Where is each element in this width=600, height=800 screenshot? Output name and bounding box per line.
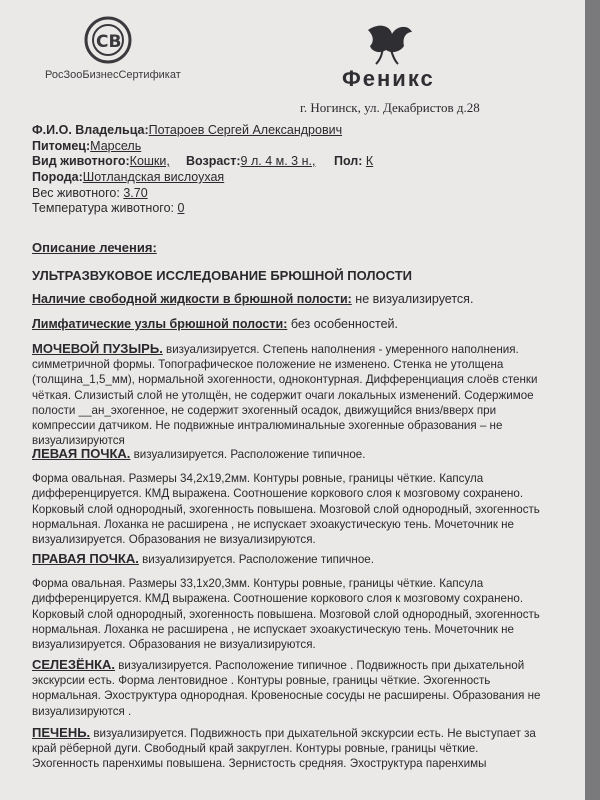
phoenix-logo-icon (320, 20, 470, 100)
free-fluid-value: не визуализируется. (351, 292, 474, 306)
treatment-heading: Описание лечения: (32, 240, 157, 255)
lymph-row (32, 317, 398, 332)
sex-row (334, 154, 373, 169)
sex-label: Пол: (334, 154, 363, 168)
species-value: Кошки, (129, 154, 170, 168)
spleen-line: экскурсии есть. Форма лентовидное . Контуры ровные, границы чёткие. Эхогенность (32, 674, 491, 688)
bladder-line: полости __ан_эхогенное, не содержит эхогенный осадок, движущийся вниз/вверх при (32, 403, 497, 417)
pet-value: Марсель (90, 139, 142, 153)
right-kidney-first-line: визуализируется. Расположение типичное. (138, 553, 374, 566)
species-row (32, 154, 170, 169)
bladder-line: (толщина_1,5_мм), нормальной эхогенности, одноконтурная. Дифференциация слоёв стенки (32, 373, 538, 387)
right-kidney-line: Корковый слой однородный, эхогенность повышена. Мозговой слой однородный, эхогенность (32, 607, 540, 621)
spleen-first-line: визуализируется. Расположение типичное . Подвижность при дыхательной (115, 659, 525, 672)
species-label: Вид животного: (32, 154, 130, 168)
left-logo-text: РосЗооБизнесСертификат (45, 69, 181, 81)
owner-row (32, 123, 342, 138)
left-kidney-heading: ЛЕВАЯ ПОЧКА. (32, 446, 131, 461)
breed-label: Порода: (32, 170, 83, 184)
left-kidney-line: дифференцируется. КМД выражена. Соотношение коркового слоя к мозговому сохранено. (32, 487, 524, 501)
free-fluid-label: Наличие свободной жидкости в брюшной полости: (32, 292, 352, 306)
left-kidney-line: нормальная. Лоханка не расширена , не испускает эхоакустическую тень. Мочеточник не (32, 517, 514, 531)
bladder-section (32, 341, 557, 448)
liver-line: Эхогенность паренхимы повышена. Зернистость средняя. Эхоструктура паренхимы (32, 757, 487, 771)
spleen-section (32, 657, 557, 719)
clinic-address: г. Ногинск, ул. Декабристов д.28 (300, 100, 480, 115)
right-logo-text: Феникс (342, 66, 435, 91)
weight-value: 3.70 (123, 186, 148, 200)
temperature-label: Температура животного: (32, 201, 174, 215)
age-value: 9 л. 4 м. 3 н., (240, 154, 316, 168)
liver-line: край рёберной дуги. Свободный край закруглен. Контуры ровные, границы чёткие. (32, 742, 479, 756)
right-kidney-line: дифференцируется. КМД выражена. Соотношение коркового слоя к мозговому сохранено. (32, 592, 524, 606)
age-label: Возраст: (186, 154, 241, 168)
left-kidney-line: Корковый слой однородный, эхогенность повышена. Мозговой слой однородный, эхогенность (32, 502, 540, 516)
right-kidney-line: Форма овальная. Размеры 33,1х20,3мм. Контуры ровные, границы чёткие. Капсула (32, 577, 484, 591)
liver-section (32, 725, 557, 772)
left-kidney-first-line: визуализируется. Расположение типичное. (130, 448, 366, 461)
breed-value: Шотландская вислоухая (82, 170, 225, 184)
left-kidney-section (32, 446, 557, 547)
bladder-line: симметричной формы. Топографическое положение не изменено. Стенка не утолщена (32, 358, 504, 372)
sex-value: К (365, 154, 374, 168)
bladder-line: визуализируются (32, 434, 125, 448)
bladder-heading: МОЧЕВОЙ ПУЗЫРЬ. (32, 341, 163, 356)
lymph-label: Лимфатические узлы брюшной полости: (32, 317, 288, 331)
right-kidney-heading: ПРАВАЯ ПОЧКА. (32, 551, 139, 566)
free-fluid-row (32, 292, 473, 307)
breed-row (32, 170, 224, 185)
bladder-first-line: визуализируется. Степень наполнения - умеренного наполнения. (162, 343, 519, 356)
owner-label: Ф.И.О. Владельца: (32, 123, 149, 137)
right-kidney-line: нормальная. Лоханка не расширена , не испускает эхоакустическую тень. Мочеточник не (32, 622, 514, 636)
age-row (186, 154, 315, 169)
bladder-line: чёткая. Слизистый слой не утолщён, не содержит очаги локальных изменений. Содержимое (32, 388, 534, 402)
liver-first-line: визуализируется. Подвижность при дыхательной экскурсии есть. Не выступает за (90, 727, 536, 740)
right-kidney-line: визуализируется. Образования не визуализируются. (32, 638, 316, 652)
weight-label: Вес животного: (32, 186, 120, 200)
spleen-line: нормальная. Эхоструктура однородная. Кровеносные сосуды не расширены. Образования не (32, 689, 541, 703)
temperature-row (32, 201, 184, 216)
weight-row (32, 186, 148, 201)
owner-value: Потароев Сергей Александрович (148, 123, 343, 137)
pet-row (32, 139, 141, 154)
liver-heading: ПЕЧЕНЬ. (32, 725, 91, 740)
page-edge-shadow (585, 0, 600, 800)
spleen-line: визуализируются . (32, 704, 132, 718)
certificate-logo-icon (30, 10, 200, 85)
right-kidney-section (32, 551, 557, 652)
left-kidney-line: визуализируется. Образования не визуализируются. (32, 533, 316, 547)
pet-label: Питомец: (32, 139, 91, 153)
spleen-heading: СЕЛЕЗЁНКА. (32, 657, 116, 672)
svg-text:CB: CB (96, 32, 122, 52)
left-kidney-line: Форма овальная. Размеры 34,2х19,2мм. Контуры ровные, границы чёткие. Капсула (32, 472, 484, 486)
exam-title: УЛЬТРАЗВУКОВОЕ ИССЛЕДОВАНИЕ БРЮШНОЙ ПОЛОСТИ (32, 268, 412, 283)
lymph-value: без особенностей. (287, 317, 398, 331)
bladder-line: компрессии датчиком. Не подвижные интралюминальные эхогенные образования – не (32, 419, 503, 433)
temperature-value: 0 (177, 201, 185, 215)
